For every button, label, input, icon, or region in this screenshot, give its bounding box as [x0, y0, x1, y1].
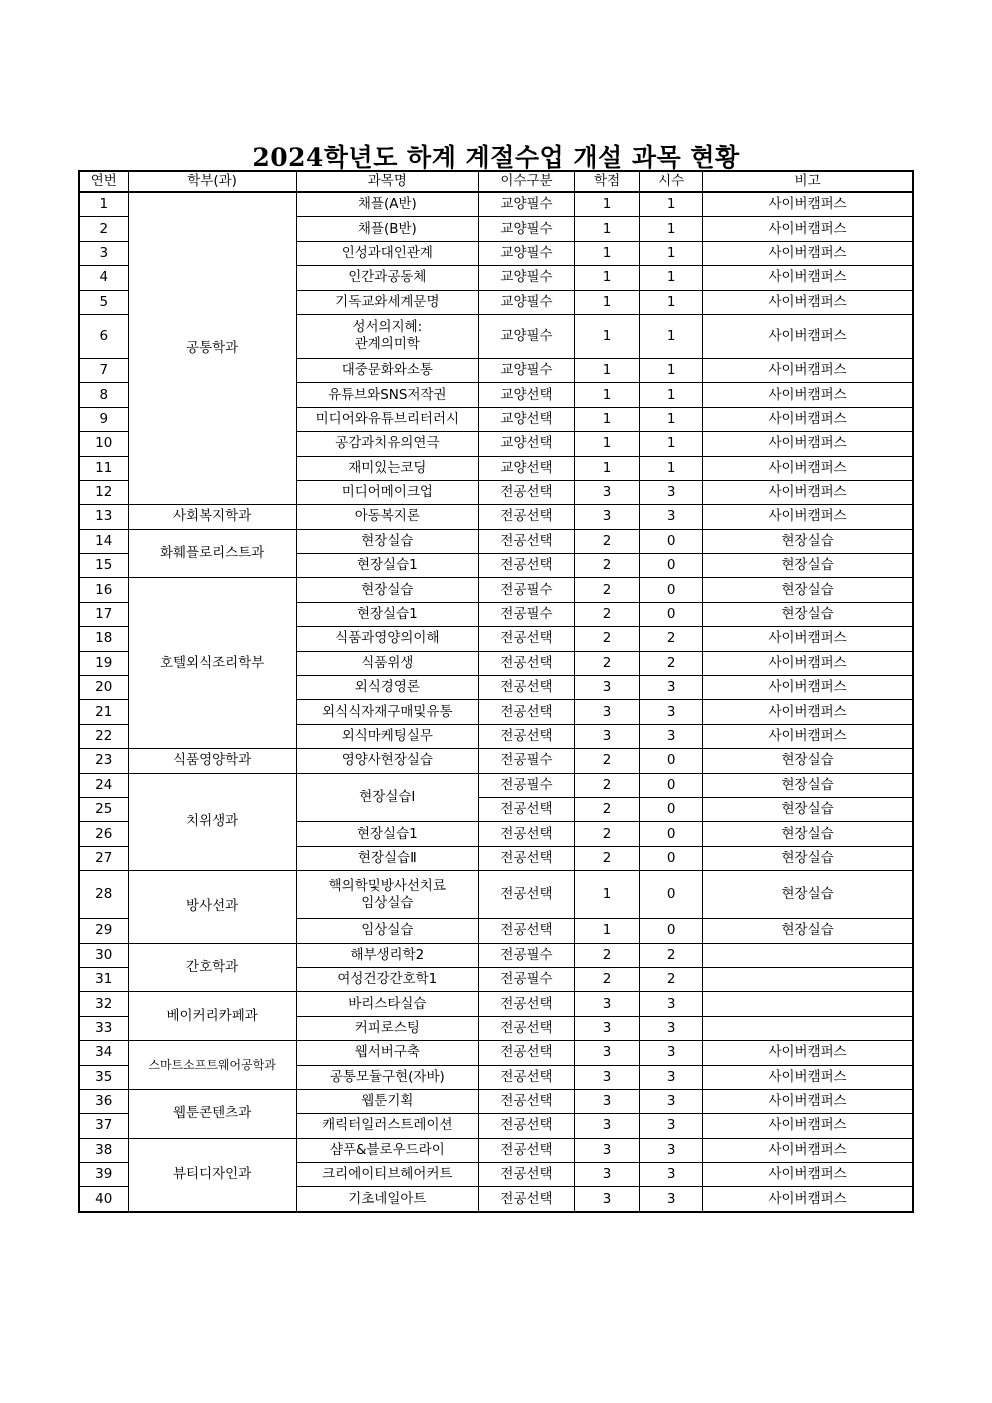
cell-dept: 웹툰콘텐츠과: [128, 1089, 296, 1138]
cell-hours: 1: [640, 192, 703, 217]
cell-type: 전공선택: [478, 676, 574, 700]
cell-hours: 3: [640, 1016, 703, 1040]
cell-subject: 웹툰기획: [296, 1089, 478, 1113]
cell-no: 30: [79, 943, 128, 967]
cell-no: 2: [79, 217, 128, 241]
cell-type: 전공선택: [478, 846, 574, 870]
cell-subject: [296, 871, 478, 919]
cell-subject: 대중문화와소통: [296, 358, 478, 382]
cell-dept: 간호학과: [128, 943, 296, 992]
cell-hours: 3: [640, 1163, 703, 1187]
cell-no: 12: [79, 480, 128, 504]
cell-note: 사이버캠퍼스: [703, 358, 913, 382]
cell-no: 5: [79, 290, 128, 314]
cell-type: 전공선택: [478, 480, 574, 504]
cell-no: 39: [79, 1163, 128, 1187]
table-row: [79, 505, 913, 529]
cell-type: 전공선택: [478, 505, 574, 529]
cell-hours: 1: [640, 383, 703, 407]
cell-type: 전공선택: [478, 822, 574, 846]
cell-hours: 2: [640, 627, 703, 651]
cell-type: 전공필수: [478, 967, 574, 991]
table-row: [79, 871, 913, 919]
cell-subject: 미디어메이크업: [296, 480, 478, 504]
cell-no: 25: [79, 797, 128, 821]
cell-credits: 3: [575, 676, 640, 700]
table-row: [79, 578, 913, 602]
cell-note: 사이버캠퍼스: [703, 505, 913, 529]
cell-subject: 현장실습Ⅱ: [296, 846, 478, 870]
table-row: [79, 773, 913, 797]
cell-type: 전공선택: [478, 627, 574, 651]
cell-no: 4: [79, 266, 128, 290]
cell-dept: 스마트소프트웨어공학과: [128, 1041, 296, 1090]
cell-hours: 1: [640, 217, 703, 241]
cell-dept: 뷰티디자인과: [128, 1138, 296, 1212]
cell-dept: 화훼플로리스트과: [128, 529, 296, 578]
cell-type: 교양선택: [478, 383, 574, 407]
cell-subject: 크리에이티브헤어커트: [296, 1163, 478, 1187]
cell-credits: 2: [575, 627, 640, 651]
cell-credits: 1: [575, 217, 640, 241]
cell-note: 사이버캠퍼스: [703, 241, 913, 265]
cell-no: 36: [79, 1089, 128, 1113]
cell-hours: 3: [640, 992, 703, 1016]
cell-note: 현장실습: [703, 529, 913, 553]
cell-no: 15: [79, 554, 128, 578]
cell-credits: 1: [575, 314, 640, 358]
cell-credits: 2: [575, 602, 640, 626]
cell-subject: 현장실습: [296, 529, 478, 553]
table-row: [79, 992, 913, 1016]
cell-no: 16: [79, 578, 128, 602]
cell-subject: 채플(A반): [296, 192, 478, 217]
cell-credits: 2: [575, 651, 640, 675]
cell-note: 사이버캠퍼스: [703, 676, 913, 700]
subject-line-1: 핵의학및방사선치료: [328, 877, 447, 894]
cell-subject: [296, 314, 478, 358]
cell-type: 전공필수: [478, 578, 574, 602]
cell-hours: 0: [640, 529, 703, 553]
cell-credits: 2: [575, 943, 640, 967]
cell-hours: 3: [640, 480, 703, 504]
cell-type: 전공선택: [478, 1065, 574, 1089]
cell-credits: 2: [575, 554, 640, 578]
cell-subject: 외식식자재구매및유통: [296, 700, 478, 724]
cell-subject: 커피로스팅: [296, 1016, 478, 1040]
cell-dept: 방사선과: [128, 871, 296, 943]
cell-credits: 1: [575, 871, 640, 919]
cell-subject: 기독교와세계문명: [296, 290, 478, 314]
cell-note: 사이버캠퍼스: [703, 314, 913, 358]
cell-note: 사이버캠퍼스: [703, 480, 913, 504]
cell-note: 사이버캠퍼스: [703, 456, 913, 480]
cell-credits: 3: [575, 480, 640, 504]
cell-hours: 0: [640, 554, 703, 578]
cell-type: 전공선택: [478, 992, 574, 1016]
cell-hours: 0: [640, 822, 703, 846]
cell-credits: 3: [575, 1163, 640, 1187]
cell-note: 현장실습: [703, 822, 913, 846]
col-header-subject: 과목명: [296, 171, 478, 192]
cell-dept: 식품영양학과: [128, 749, 296, 773]
cell-subject: 현장실습Ⅰ: [296, 773, 478, 822]
cell-credits: 2: [575, 967, 640, 991]
cell-credits: 1: [575, 241, 640, 265]
cell-credits: 3: [575, 1089, 640, 1113]
cell-subject: 현장실습1: [296, 602, 478, 626]
cell-note: [703, 1016, 913, 1040]
cell-type: 전공선택: [478, 651, 574, 675]
cell-no: 29: [79, 919, 128, 943]
cell-hours: 0: [640, 578, 703, 602]
cell-subject: 식품과영양의이해: [296, 627, 478, 651]
subject-line-2: 관계의미학: [354, 336, 420, 353]
cell-note: 사이버캠퍼스: [703, 1065, 913, 1089]
cell-subject: 기초네일아트: [296, 1187, 478, 1212]
cell-type: 전공필수: [478, 749, 574, 773]
cell-type: 전공선택: [478, 1163, 574, 1187]
cell-subject: 재미있는코딩: [296, 456, 478, 480]
cell-no: 31: [79, 967, 128, 991]
cell-hours: 3: [640, 1187, 703, 1212]
cell-hours: 0: [640, 846, 703, 870]
table-body: [79, 192, 913, 1212]
cell-type: 교양필수: [478, 266, 574, 290]
cell-credits: 2: [575, 529, 640, 553]
cell-subject: 현장실습: [296, 578, 478, 602]
cell-note: 사이버캠퍼스: [703, 627, 913, 651]
cell-hours: 2: [640, 651, 703, 675]
cell-note: 사이버캠퍼스: [703, 724, 913, 748]
cell-no: 9: [79, 407, 128, 431]
cell-credits: 1: [575, 266, 640, 290]
cell-subject: 여성건강간호학1: [296, 967, 478, 991]
cell-subject: 현장실습1: [296, 554, 478, 578]
cell-credits: 1: [575, 192, 640, 217]
cell-subject: 유튜브와SNS저작권: [296, 383, 478, 407]
cell-subject: 외식경영론: [296, 676, 478, 700]
cell-no: 1: [79, 192, 128, 217]
cell-hours: 3: [640, 1065, 703, 1089]
cell-subject: 임상실습: [296, 919, 478, 943]
col-header-no: 연번: [79, 171, 128, 192]
cell-hours: 1: [640, 241, 703, 265]
cell-note: 현장실습: [703, 578, 913, 602]
cell-type: 교양선택: [478, 407, 574, 431]
cell-note: 사이버캠퍼스: [703, 1138, 913, 1162]
cell-hours: 1: [640, 456, 703, 480]
cell-no: 14: [79, 529, 128, 553]
cell-hours: 3: [640, 505, 703, 529]
cell-hours: 1: [640, 407, 703, 431]
cell-no: 3: [79, 241, 128, 265]
cell-dept: 호텔외식조리학부: [128, 578, 296, 749]
header-row: [79, 171, 913, 192]
cell-credits: 1: [575, 358, 640, 382]
cell-subject: 캐릭터일러스트레이션: [296, 1114, 478, 1138]
cell-subject: 인성과대인관계: [296, 241, 478, 265]
cell-credits: 3: [575, 1065, 640, 1089]
col-header-dept: 학부(과): [128, 171, 296, 192]
cell-note: 사이버캠퍼스: [703, 266, 913, 290]
cell-note: 현장실습: [703, 602, 913, 626]
cell-no: 10: [79, 432, 128, 456]
course-table: [78, 170, 914, 1213]
cell-hours: 3: [640, 724, 703, 748]
cell-credits: 2: [575, 797, 640, 821]
cell-type: 전공선택: [478, 919, 574, 943]
cell-type: 전공선택: [478, 1114, 574, 1138]
cell-hours: 0: [640, 773, 703, 797]
page-title: 2024학년도 하계 계절수업 개설 과목 현황: [252, 143, 740, 172]
cell-type: 교양필수: [478, 314, 574, 358]
cell-credits: 2: [575, 578, 640, 602]
cell-no: 35: [79, 1065, 128, 1089]
cell-credits: 1: [575, 290, 640, 314]
cell-note: 사이버캠퍼스: [703, 290, 913, 314]
cell-hours: 1: [640, 358, 703, 382]
table-row: [79, 1089, 913, 1113]
cell-note: 사이버캠퍼스: [703, 1187, 913, 1212]
table-row: [79, 529, 913, 553]
cell-type: 전공선택: [478, 1089, 574, 1113]
table-row: [79, 943, 913, 967]
cell-note: 현장실습: [703, 797, 913, 821]
cell-type: 전공선택: [478, 1016, 574, 1040]
col-header-credits: 학점: [575, 171, 640, 192]
cell-subject: 영양사현장실습: [296, 749, 478, 773]
cell-credits: 3: [575, 1016, 640, 1040]
cell-note: 현장실습: [703, 919, 913, 943]
cell-credits: 1: [575, 456, 640, 480]
cell-no: 13: [79, 505, 128, 529]
cell-note: 사이버캠퍼스: [703, 383, 913, 407]
cell-credits: 3: [575, 1114, 640, 1138]
cell-subject: 웹서버구축: [296, 1041, 478, 1065]
cell-credits: 3: [575, 505, 640, 529]
cell-subject: 바리스타실습: [296, 992, 478, 1016]
cell-type: 전공선택: [478, 1138, 574, 1162]
cell-type: 전공선택: [478, 700, 574, 724]
cell-no: 23: [79, 749, 128, 773]
cell-note: [703, 992, 913, 1016]
cell-no: 11: [79, 456, 128, 480]
cell-credits: 1: [575, 407, 640, 431]
cell-note: 현장실습: [703, 871, 913, 919]
cell-credits: 3: [575, 1138, 640, 1162]
cell-hours: 3: [640, 700, 703, 724]
cell-hours: 2: [640, 943, 703, 967]
cell-no: 17: [79, 602, 128, 626]
cell-subject: 아동복지론: [296, 505, 478, 529]
cell-note: 사이버캠퍼스: [703, 651, 913, 675]
cell-type: 교양필수: [478, 290, 574, 314]
cell-note: 현장실습: [703, 773, 913, 797]
cell-type: 전공선택: [478, 724, 574, 748]
cell-type: 교양필수: [478, 217, 574, 241]
cell-note: 사이버캠퍼스: [703, 1089, 913, 1113]
cell-subject: 샴푸&블로우드라이: [296, 1138, 478, 1162]
table-row: [79, 749, 913, 773]
cell-note: 사이버캠퍼스: [703, 700, 913, 724]
cell-type: 전공선택: [478, 1187, 574, 1212]
cell-no: 33: [79, 1016, 128, 1040]
cell-note: 사이버캠퍼스: [703, 192, 913, 217]
cell-dept: 공통학과: [128, 192, 296, 505]
cell-no: 27: [79, 846, 128, 870]
cell-subject: 미디어와유튜브리터러시: [296, 407, 478, 431]
cell-credits: 1: [575, 432, 640, 456]
cell-type: 교양필수: [478, 241, 574, 265]
cell-subject: 해부생리학2: [296, 943, 478, 967]
cell-credits: 3: [575, 1187, 640, 1212]
cell-type: 전공필수: [478, 943, 574, 967]
cell-type: 교양선택: [478, 432, 574, 456]
cell-no: 22: [79, 724, 128, 748]
cell-hours: 1: [640, 314, 703, 358]
cell-dept: 베이커리카페과: [128, 992, 296, 1041]
cell-note: 현장실습: [703, 846, 913, 870]
cell-note: [703, 967, 913, 991]
cell-subject: 현장실습1: [296, 822, 478, 846]
cell-no: 37: [79, 1114, 128, 1138]
subject-line-2: 임상실습: [361, 894, 414, 911]
cell-hours: 1: [640, 290, 703, 314]
cell-no: 40: [79, 1187, 128, 1212]
cell-subject: 공통모듈구현(자바): [296, 1065, 478, 1089]
cell-hours: 3: [640, 1041, 703, 1065]
table-row: [79, 1041, 913, 1065]
cell-type: 전공필수: [478, 602, 574, 626]
cell-hours: 3: [640, 1114, 703, 1138]
cell-no: 20: [79, 676, 128, 700]
subject-line-1: 성서의지혜:: [352, 319, 423, 336]
cell-hours: 0: [640, 919, 703, 943]
cell-subject: 외식마케팅실무: [296, 724, 478, 748]
cell-no: 26: [79, 822, 128, 846]
cell-subject: 인간과공동체: [296, 266, 478, 290]
cell-no: 24: [79, 773, 128, 797]
cell-subject: 식품위생: [296, 651, 478, 675]
cell-hours: 0: [640, 797, 703, 821]
cell-no: 8: [79, 383, 128, 407]
cell-hours: 3: [640, 1089, 703, 1113]
cell-no: 32: [79, 992, 128, 1016]
cell-hours: 0: [640, 602, 703, 626]
cell-note: 현장실습: [703, 749, 913, 773]
table-row: [79, 1138, 913, 1162]
cell-no: 6: [79, 314, 128, 358]
col-header-note: 비고: [703, 171, 913, 192]
cell-no: 7: [79, 358, 128, 382]
cell-type: 전공선택: [478, 529, 574, 553]
cell-subject: 채플(B반): [296, 217, 478, 241]
cell-note: [703, 943, 913, 967]
cell-hours: 2: [640, 967, 703, 991]
table-row: [79, 192, 913, 217]
cell-hours: 3: [640, 1138, 703, 1162]
cell-credits: 3: [575, 992, 640, 1016]
cell-note: 사이버캠퍼스: [703, 1114, 913, 1138]
cell-dept: 치위생과: [128, 773, 296, 871]
cell-credits: 2: [575, 822, 640, 846]
cell-type: 교양필수: [478, 358, 574, 382]
cell-subject: 공감과치유의연극: [296, 432, 478, 456]
cell-no: 19: [79, 651, 128, 675]
cell-type: 교양선택: [478, 456, 574, 480]
cell-note: 사이버캠퍼스: [703, 1041, 913, 1065]
cell-no: 28: [79, 871, 128, 919]
cell-type: 교양필수: [478, 192, 574, 217]
cell-hours: 3: [640, 676, 703, 700]
cell-credits: 3: [575, 700, 640, 724]
cell-credits: 2: [575, 749, 640, 773]
cell-no: 38: [79, 1138, 128, 1162]
cell-no: 18: [79, 627, 128, 651]
cell-note: 사이버캠퍼스: [703, 407, 913, 431]
cell-note: 현장실습: [703, 554, 913, 578]
cell-hours: 1: [640, 432, 703, 456]
cell-note: 사이버캠퍼스: [703, 432, 913, 456]
cell-no: 21: [79, 700, 128, 724]
cell-credits: 2: [575, 846, 640, 870]
cell-note: 사이버캠퍼스: [703, 1163, 913, 1187]
cell-hours: 0: [640, 749, 703, 773]
cell-credits: 1: [575, 383, 640, 407]
cell-credits: 3: [575, 1041, 640, 1065]
cell-hours: 0: [640, 871, 703, 919]
cell-dept: 사회복지학과: [128, 505, 296, 529]
cell-type: 전공선택: [478, 554, 574, 578]
cell-type: 전공선택: [478, 871, 574, 919]
cell-note: 사이버캠퍼스: [703, 217, 913, 241]
cell-credits: 1: [575, 919, 640, 943]
cell-credits: 3: [575, 724, 640, 748]
cell-type: 전공선택: [478, 1041, 574, 1065]
col-header-type: 이수구분: [478, 171, 574, 192]
cell-no: 34: [79, 1041, 128, 1065]
cell-credits: 2: [575, 773, 640, 797]
cell-type: 전공선택: [478, 797, 574, 821]
cell-hours: 1: [640, 266, 703, 290]
cell-type: 전공필수: [478, 773, 574, 797]
col-header-hours: 시수: [640, 171, 703, 192]
